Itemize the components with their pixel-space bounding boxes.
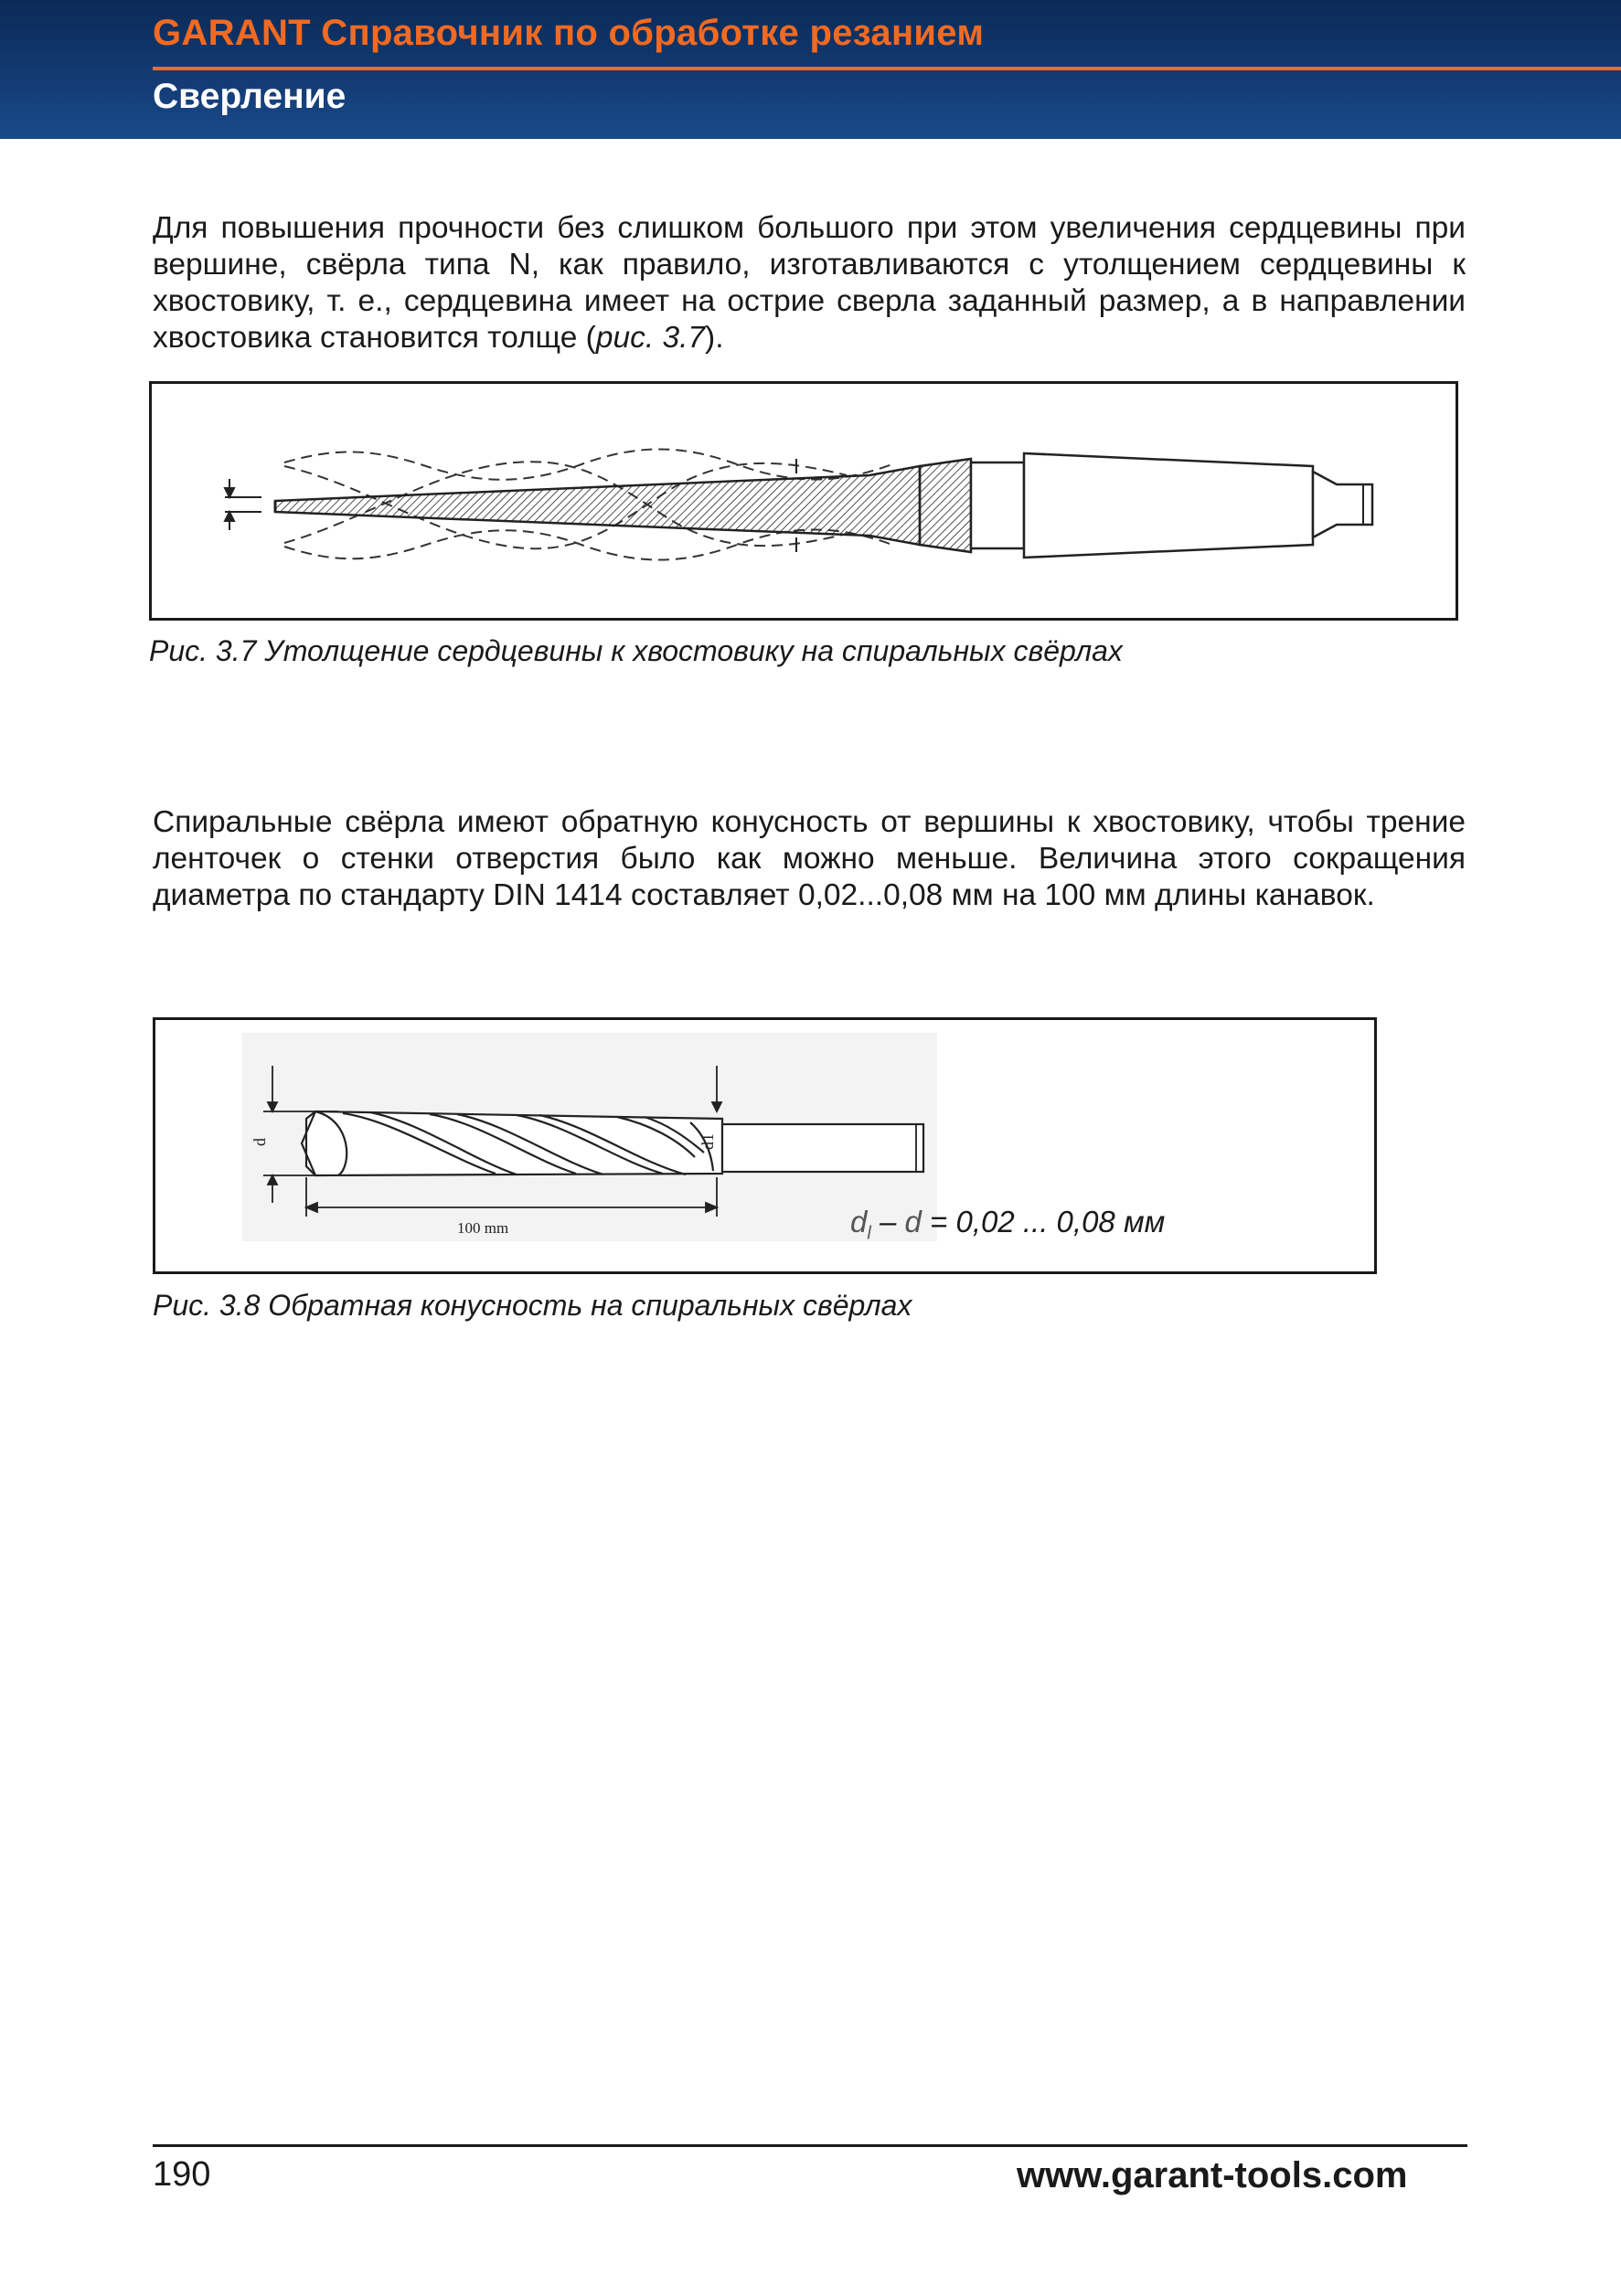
section-title: Сверление xyxy=(153,77,347,116)
core-dimension-marker xyxy=(225,479,261,530)
paragraph-end: ). xyxy=(705,321,724,355)
paragraph-text: Для повышения прочности без слишком большого при этом увеличения сердцевины при вершине, свёрла типа N, как правило, изготавливаются с утолщением сердцевины к хвостовику, т. е., сердцевина имеет на острие сверла заданный размер, а в направлении хвостовика становится толще ( xyxy=(153,211,1466,355)
figure-3-8-caption: Рис. 3.8 Обратная конусность на спиральных свёрлах xyxy=(153,1289,912,1322)
formula-subscript: l xyxy=(867,1223,871,1244)
formula-d: d xyxy=(850,1205,868,1238)
drill-collar xyxy=(971,462,1024,548)
back-taper-formula xyxy=(850,1205,1165,1245)
book-title: GARANT Справочник по обработке резанием xyxy=(153,13,985,53)
label-d1: d1 xyxy=(699,1133,717,1150)
formula-minus: – xyxy=(870,1205,905,1238)
figure-reference-link[interactable]: рис. 3.7 xyxy=(595,321,706,355)
drill-core-taper xyxy=(275,466,920,545)
figure-3-7 xyxy=(149,381,1458,621)
formula-value: = 0,02 ... 0,08 мм xyxy=(921,1205,1166,1238)
paragraph-back-taper: Спиральные свёрла имеют обратную конусность от вершины к хвостовику, чтобы трение ленточек о стенки отверстия было как можно меньше. Величина этого сокращения диаметра по стандарту DIN 1414 составляет 0,02...0,08 мм на 100 мм длины канавок. xyxy=(153,805,1466,912)
formula-d2: d xyxy=(904,1205,922,1238)
drill-core-thickening-drawing xyxy=(152,384,1456,618)
drill-back-taper-drawing xyxy=(155,1020,1374,1271)
figure-3-8 xyxy=(153,1017,1377,1274)
page-header xyxy=(0,0,1621,139)
label-100mm: 100 mm xyxy=(457,1219,509,1237)
label-d: d xyxy=(251,1138,269,1146)
page-number: 190 xyxy=(153,2155,211,2194)
drill-neck xyxy=(920,459,971,552)
drill-shank xyxy=(722,1124,923,1172)
paragraph-core-thickening xyxy=(153,210,1466,356)
header-divider xyxy=(153,67,1621,70)
taper-shank xyxy=(1024,453,1313,558)
twist-drill xyxy=(302,1111,722,1175)
footer-divider xyxy=(153,2144,1467,2147)
figure-3-7-caption: Рис. 3.7 Утолщение сердцевины к хвостовику на спиральных свёрлах xyxy=(149,634,1123,667)
website-link[interactable]: www.garant-tools.com xyxy=(1017,2155,1408,2195)
